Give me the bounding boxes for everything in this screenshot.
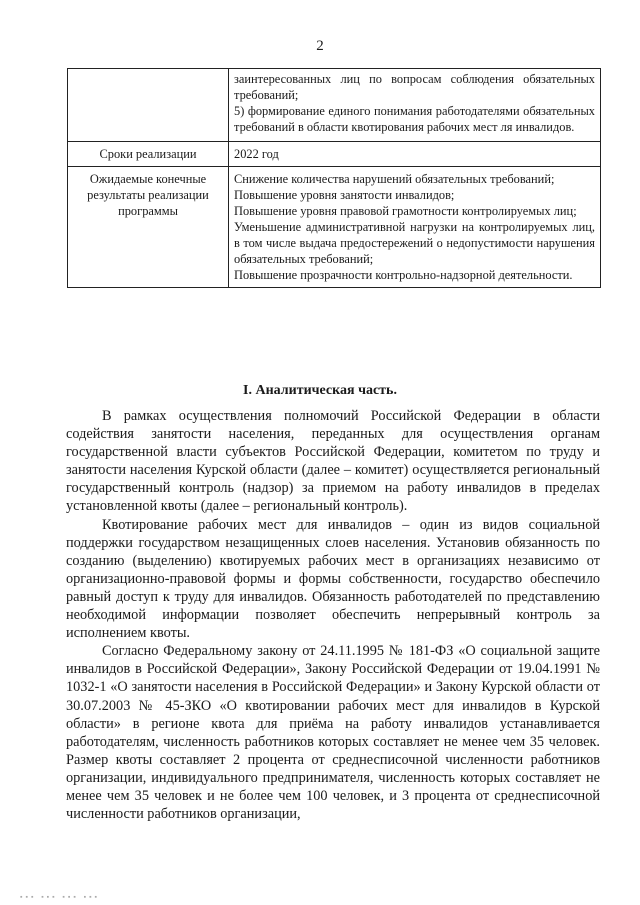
page-number: 2	[316, 38, 324, 54]
table-row	[68, 167, 601, 288]
value-line: заинтересованных лиц по вопросам соблюдения обязательных требований;	[234, 72, 595, 102]
scan-artifact-marks: ▪▪▪ ▪▪▪ ▪▪▪ ▪▪▪	[20, 893, 101, 901]
row-label	[68, 69, 229, 142]
row-value	[229, 142, 601, 167]
table-row	[68, 142, 601, 167]
section-heading: I. Аналитическая часть.	[243, 383, 397, 398]
paragraph: Согласно Федеральному закону от 24.11.1995 № 181-ФЗ «О социальной защите инвалидов в Российской Федерации», Закону Российской Федерации от 19.04.1991 № 1032-1 «О занятости населения в Российской Федерации» и Закону Курской области от 30.07.2003 № 45-ЗКО «О квотировании рабочих мест для инвалидов в Курской области» в регионе квота для приёма на работу инвалидов устанавливается работодателям, численность работников которых составляет не менее чем 35 человек. Размер квоты составляет 2 процента от среднесписочной численности работников организации, индивидуального предпринимателя, численность которых составляет не менее чем 35 человек и не более чем 100 человек, и 3 процента от среднесписочной численности работников организации,	[66, 643, 600, 823]
value-line: 2022 год	[234, 147, 279, 161]
row-label: Сроки реализации	[68, 142, 229, 167]
paragraph: В рамках осуществления полномочий Российской Федерации в области содействия занятости населения, переданных для осуществления органам государственной власти субъектов Российской Федерации, комитетом по труду и занятости населения Курской области (далее – комитет) осуществляется региональный государственный контроль (надзор) за приемом на работу инвалидов в пределах установленной квоты (далее – региональный контроль).	[66, 408, 600, 515]
table-row	[68, 69, 601, 142]
value-line: Повышение уровня правовой грамотности контролируемых лиц;	[234, 204, 577, 218]
row-value	[229, 69, 601, 142]
value-line: Уменьшение административной нагрузки на контролируемых лиц, в том числе выдача предостережений о недопустимости нарушения обязательных требований;	[234, 220, 595, 266]
value-line: 5) формирование единого понимания работодателями обязательных требований в области квотирования рабочих мест ля инвалидов.	[234, 104, 595, 134]
body-text	[66, 407, 600, 823]
program-passport-table	[67, 68, 601, 288]
value-line: Снижение количества нарушений обязательных требований;	[234, 172, 555, 186]
row-value	[229, 167, 601, 288]
row-label: Ожидаемые конечные результаты реализации программы	[68, 167, 229, 288]
value-line: Повышение прозрачности контрольно-надзорной деятельности.	[234, 268, 573, 282]
value-line: Повышение уровня занятости инвалидов;	[234, 188, 455, 202]
paragraph: Квотирование рабочих мест для инвалидов – один из видов социальной поддержки государством незащищенных слоев населения. Установив обязанность по созданию (выделению) квотируемых рабочих мест в организациях независимо от организационно-правовой формы и формы собственности, государство обеспечило равный доступ к труду для инвалидов. Обязанность работодателей по представлению необходимой информации позволяет обеспечить непрерывный контроль за исполнением квоты.	[66, 516, 600, 642]
